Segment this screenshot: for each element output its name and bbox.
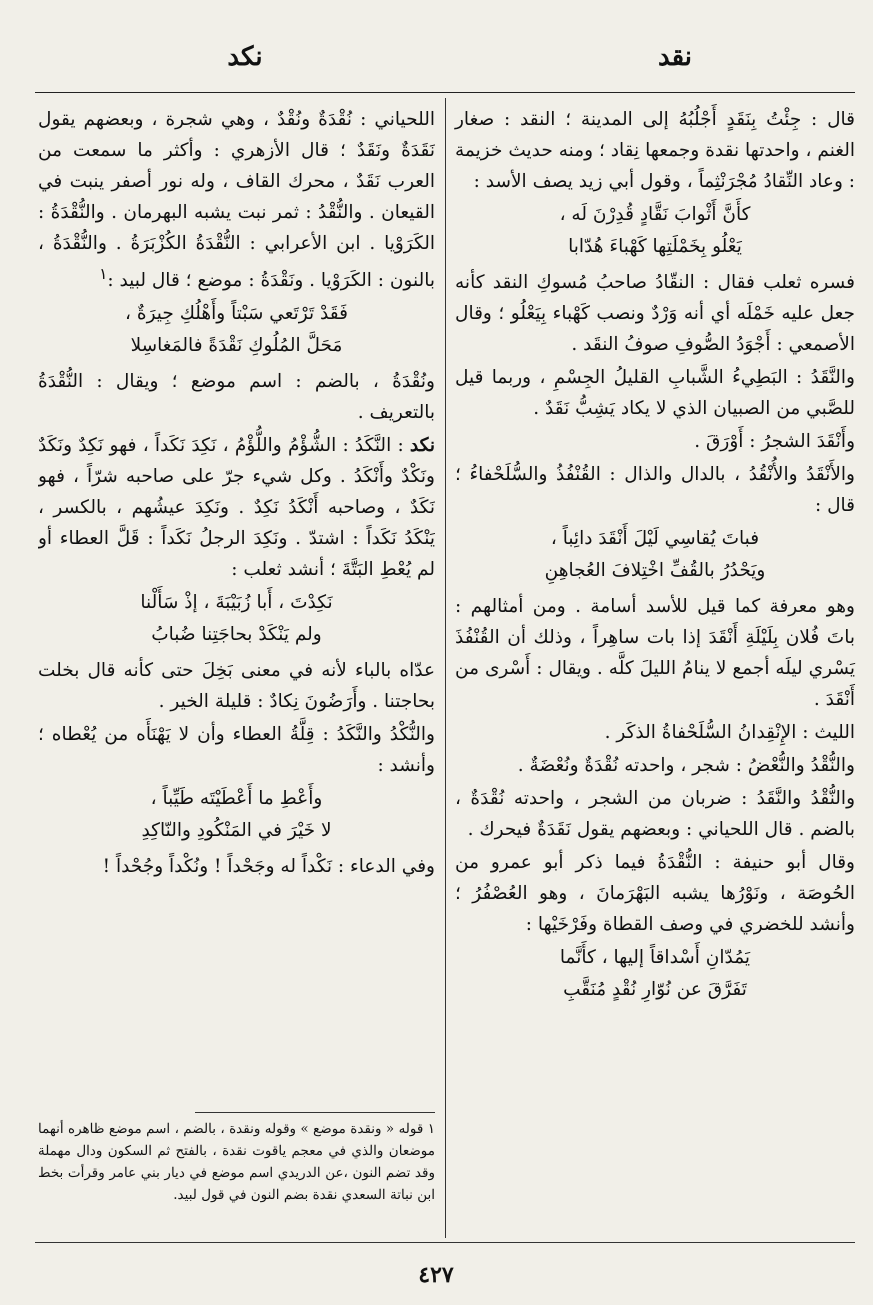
running-headword-left: نكد (227, 42, 263, 72)
paragraph: وفي الدعاء : نَكْداً له وجَحْداً ! ونُكْداً وجُحْداً ! (102, 856, 435, 878)
verse-hemistich: مَحَلَّ المُلُوكِ نَقْدَةً فالمَغاسِلا (130, 335, 343, 357)
verse-hemistich: نَكِدْتَ ، أَبا زُبَيْبَةَ ، إذْ سَأَلْنا (140, 592, 333, 614)
entry-headword: نكد (409, 435, 435, 457)
paragraph: والأَنْقَدُ والأُنْقُدُ ، بالدال والذال : القُنْفُذُ والسُّلَحْفاءُ ؛ قال : (455, 464, 855, 516)
verse-hemistich: تَفَرَّقَ عن نُوّارِ نُقْدٍ مُنَقَّبِ (563, 979, 747, 1000)
entry-paragraph (38, 430, 435, 585)
verse (38, 783, 435, 847)
paragraph (38, 104, 435, 296)
verse-hemistich: ويَحْدُرُ بالقُفِّ اخْتِلافَ العُجاهِنِ (544, 560, 766, 581)
verse (38, 298, 435, 362)
running-headword-right: نقد (657, 42, 693, 72)
verse (455, 942, 855, 1006)
footnote-marker: ١ (99, 265, 108, 283)
paragraph-text: : النَّكَدُ : الشُّؤْمُ واللُّؤْمُ ، نَكِدَ نَكَداً ، فهو نَكِدٌ ونَكَدٌ ونَكْدٌ وأَنْكَدُ . وكل شيء جرّ على صاحبه شرّاً ، فهو نَكَدٌ ، وصاحبه أَنْكَدُ نَكِدٌ . ونَكِدَ عيشُهم ، بالكسر ، يَنْكَدُ نَكَداً : اشتدّ . ونَكِدَ الرجلُ نَكَداً : قَلَّ العطاء أو لم يُعْطِ البَتَّةَ ؛ أنشد ثعلب : (38, 435, 435, 581)
verse (455, 199, 855, 263)
paragraph: فسره ثعلب فقال : النقّادُ صاحبُ مُسوكِ النقد كأنه جعل عليه خَمْلَه أي أنه وَرْدٌ ونصب كَهْباء بِيَعْلُو ؛ وقال الأصمعي : أَجْوَدُ الصُّوفِ صوفُ النقَد . (455, 272, 855, 355)
verse-hemistich: يَمُدّانِ أَسْداقاً إليها ، كأَنَّما (559, 947, 751, 968)
paragraph: والنُّقْدُ والنُّعْضُ : شجر ، واحدته نُقْدَةٌ ونُعْضَةٌ . (517, 755, 855, 776)
right-column (455, 104, 855, 1010)
paragraph: والنُّكْدُ والنَّكَدُ : قِلَّةُ العطاء وأن لا يَهْنَأَه من يُعْطاه ؛ وأنشد : (38, 724, 435, 777)
footnote: ١ قوله « ونقدة موضع » وقوله ونقدة ، بالضم ، اسم موضع ظاهره أنهما موضعان والذي في معجم ياقوت نقدة ، بالفتح ثم السكون ودال مهملة وقد تضم النون ،عن الدريدي اسم موضع في ديار بني عامر وقرأت بخط ابن نباتة السعدي نقدة بضم النون في قول لبيد. (38, 1121, 435, 1203)
paragraph: وقال أبو حنيفة : النُّقْدَةُ فيما ذكر أبو عمرو من الحُوصَة ، ونَوْرُها يشبه البَهْرَمانَ ، وهو العُصْفُرُ ؛ وأنشد للخضري في وصف القطاة وفَرْخَيْها : (455, 852, 855, 935)
paragraph: قال : جِئْتُ بِنَقَدٍ أَجْلُبُهُ إلى المدينة ؛ النقد : صغار الغنم ، واحدتها نقدة وجمعها نِقاد ؛ ومنه حديث خزيمة : وعاد النِّقادُ مُجْرَنْثِماً ، وقول أبي زيد يصف الأسد : (455, 109, 855, 192)
column-divider (445, 98, 446, 1238)
verse (455, 523, 855, 587)
verse (38, 587, 435, 651)
verse-hemistich: ولم يَنْكَدْ بحاجَتِنا ضُبابُ (151, 624, 322, 646)
footnote-rule (195, 1112, 435, 1113)
verse-hemistich: فَقَدْ تَرْتَعي سَبْتاً وأَهْلُكِ جِيرَةٌ ، (125, 303, 348, 325)
paragraph-text: اللحياني : نُقْدَةٌ ونُقْدٌ ، وهي شجرة ، وبعضهم يقول نَقَدَةٌ ونَقَدٌ ؛ قال الأزهري : وأكثر ما سمعت من العرب نَقَدٌ ، محرك القاف ، وله نور أصفر ينبت في القيعان . والنُّقْدُ : ثمر نبت يشبه البهرمان . والنُّقْدَةُ : الكَرَوْيا . ابن الأعرابي : النُّقْدَةُ الكُزْبَرَةُ . والنُّقْدَةُ ، بالنون : الكَرَوْيا . ونَقْدَةُ : موضع ؛ قال لبيد : (38, 109, 435, 292)
left-column (38, 104, 435, 1109)
verse-hemistich: يَعْلُو بِخَمْلَتِها كَهْباءَ هُدّابا (568, 236, 742, 257)
paragraph: والنُّقْدُ والنَّقَدُ : ضربان من الشجر ، واحدته نُقْدَةٌ ، بالضم . قال اللحياني : وبعضهم يقول نَقَدَةٌ فيحرك . (455, 788, 855, 840)
page-number: ٤٢٧ (418, 1262, 454, 1288)
paragraph: ونُقْدَةُ ، بالضم : اسم موضع ؛ ويقال : النُّقْدَةُ بالتعريف . (38, 371, 435, 424)
verse-hemistich: كأَنَّ أَثْوابَ نَقَّادٍ قُدِرْنَ لَه ، (559, 204, 751, 225)
verse-hemistich: فباتَ يُقاسِي لَيْلَ أَنْقَدَ دائِباً ، (550, 528, 760, 549)
verse-hemistich: وأَعْطِ ما أَعْطَيْتَه طَيِّباً ، (150, 788, 323, 810)
paragraph: عدّاه بالباء لأنه في معنى بَخِلَ حتى كأنه قال بخلت بحاجتنا . وأَرَضُونَ نِكادٌ : قليلة الخير . (38, 660, 435, 713)
footer-rule (35, 1242, 855, 1243)
paragraph: والنَّقَدُ : البَطِيءُ الشَّبابِ القليلُ الجِسْمِ ، وربما قيل للصَّبي من الصبيان الذي لا يكاد يَشِبُّ نَقَدٌ . (455, 367, 855, 419)
paragraph: وأَنْقَدَ الشجرُ : أَوْرَقَ . (694, 431, 855, 452)
paragraph: وهو معرفة كما قيل للأسد أسامة . ومن أمثالهم : باتَ فُلان بِلَيْلَةِ أَنْقَدَ إذا بات ساهِراً ، وذلك أن القُنْفُذَ يَسْري ليلَه أجمع لا ينامُ الليلَ كلَّه . ويقال : أَسْرى من أَنْقَدَ . (455, 596, 855, 710)
header-rule (35, 92, 855, 93)
paragraph: الليث : الإِنْقِدانُ السُّلَحْفاةُ الذكَر . (604, 722, 855, 743)
verse-hemistich: لا خَيْرَ في المَنْكُودِ والنّاكِدِ (141, 820, 332, 842)
